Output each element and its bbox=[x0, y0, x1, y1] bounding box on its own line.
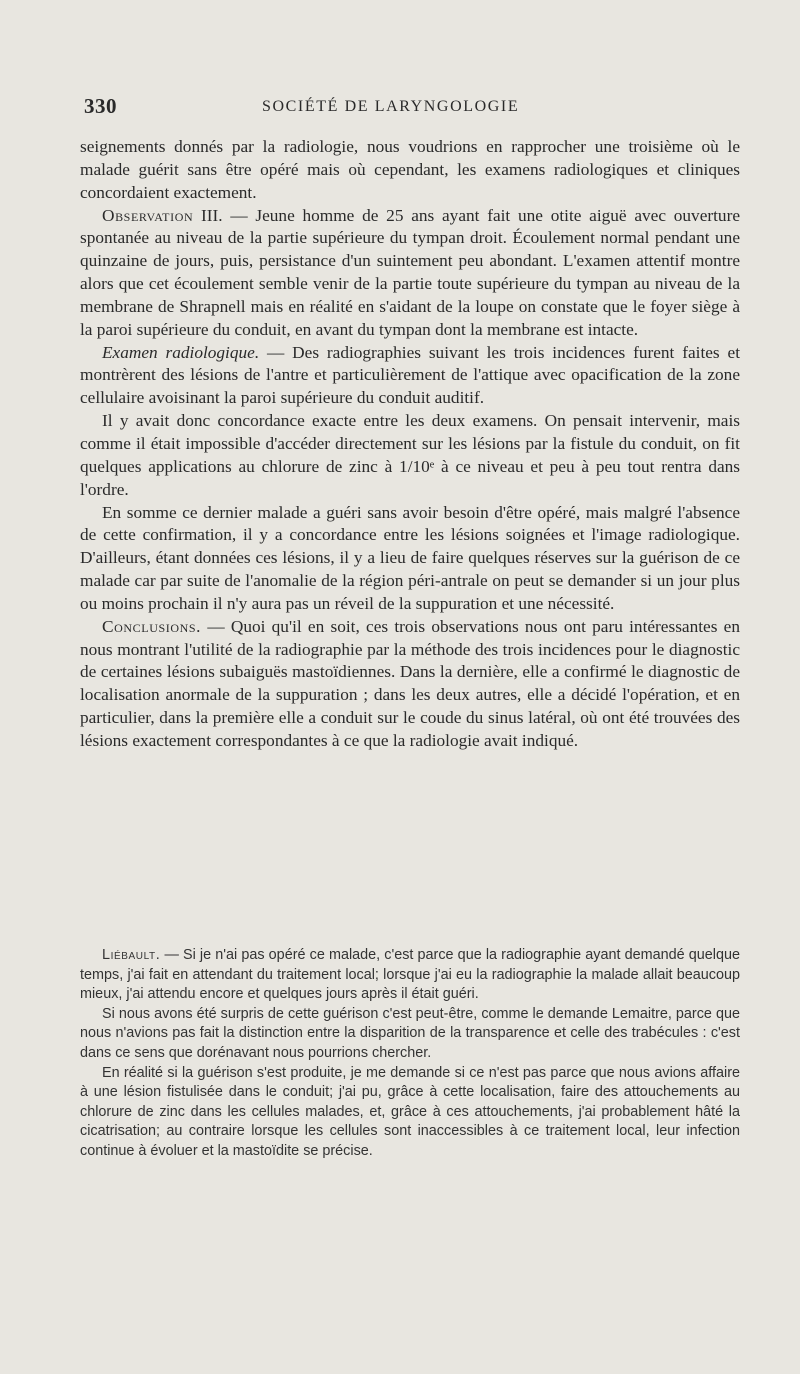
note-liebault bbox=[80, 946, 740, 1005]
main-text bbox=[80, 136, 740, 753]
paragraph-observation bbox=[80, 205, 740, 342]
page-header bbox=[84, 94, 744, 124]
paragraph-conclusions bbox=[80, 616, 740, 753]
examen-text: — Des radiographies suivant les trois incidences furent faites et montrèrent des lésions de l'antre et particulièrement de l'attique avec opacification de la zone cellulaire avoisinant la paroi supérieure du conduit auditif. bbox=[80, 342, 740, 408]
note-paragraph-3: En réalité si la guérison s'est produite, je me demande si ce n'est pas parce que nous avions affaire à une lésion fistulisée dans le conduit; j'ai pu, grâce à cette localisation, faire des attouchements au chlorure de zinc dans les cellules malades, et, grâce à ces attouchements, j'ai probablement hâté la cicatrisation; au contraire lorsque les cellules sont inaccessibles à ce traitement local, leur infection continue à évoluer et la mastoïdite se précise. bbox=[80, 1064, 740, 1159]
paragraph-concordance: Il y avait donc concordance exacte entre les deux examens. On pensait intervenir, mais comme il était impossible d'accéder directement sur les lésions par la fistule du conduit, on fit quelques applications au chlorure de zinc à 1/10ᵉ à ce niveau et peu à peu tout rentra dans l'ordre. bbox=[80, 411, 740, 499]
note-liebault-text: — Si je n'ai pas opéré ce malade, c'est parce que la radiographie ayant demandé quelque temps, j'ai fait en attendant du traitement local; lorsque j'ai eu la radiographie la malade allait beaucoup mieux, j'ai attendu encore et quelques jours après il était guéri. bbox=[80, 947, 740, 1003]
observation-text: III. — Jeune homme de 25 ans ayant fait une otite aiguë avec ouverture spontanée au niveau de la partie supérieure du tympan droit. Écoulement normal pendant une quinzaine de jours, puis, persistance d'un suintement peu abondant. L'examen attentif montre alors que cet écoulement semble venir de la partie toute supérieure du tympan au niveau de la membrane de Shrapnell mais en réalité en s'aidant de la loupe on constate que le foyer siège à la paroi supérieure du conduit, en avant du tympan dont la membrane est intacte. bbox=[80, 205, 740, 339]
note-speaker: Liébault. bbox=[102, 947, 161, 963]
page-number: 330 bbox=[84, 94, 117, 118]
note-paragraph-2: Si nous avons été surpris de cette guérison c'est peut-être, comme le demande Lemaitre, parce que nous n'avions pas fait la distinction entre la disparition de la transparence et celle des trabécules : c'est dans ce sens que dorénavant nous pourrions chercher. bbox=[80, 1005, 740, 1061]
paragraph-en-somme: En somme ce dernier malade a guéri sans avoir besoin d'être opéré, mais malgré l'absence de cette confirmation, il y a concordance entre les lésions soignées et l'image radiologique. D'ailleurs, étant données ces lésions, il y a lieu de faire quelques réserves sur la guérison de ce malade car par suite de l'anomalie de la région péri-antrale on peut se demander si un jour plus ou moins prochain il n'y aura pas un réveil de la suppuration et une nécessité. bbox=[80, 502, 740, 613]
observation-label: Observation bbox=[102, 205, 194, 225]
conclusions-label: Conclusions. bbox=[102, 616, 202, 636]
discussion-notes bbox=[80, 946, 740, 1162]
conclusions-text: — Quoi qu'il en soit, ces trois observations nous ont paru intéressantes en nous montrant l'utilité de la radiographie par la méthode des trois incidences pour le diagnostic de certaines lésions subaiguës mastoïdiennes. Dans la dernière, elle a confirmé le diagnostic de localisation anormale de la suppuration ; dans les deux autres, elle a décidé l'opération, et en particulier, dans la première elle a conduit sur le coude du sinus latéral, où ont été trouvées des lésions exactement correspondantes à ce que la radiologie avait indiqué. bbox=[80, 616, 740, 750]
examen-label: Examen radiologique. bbox=[102, 342, 260, 362]
running-head: SOCIÉTÉ DE LARYNGOLOGIE bbox=[262, 98, 520, 115]
paragraph-continuation: seignements donnés par la radiologie, nous voudrions en rapprocher une troisième où le malade guérit sans être opéré mais où cependant, les examens radiologiques et cliniques concordaient exactement. bbox=[80, 137, 740, 202]
paragraph-examen bbox=[80, 342, 740, 411]
